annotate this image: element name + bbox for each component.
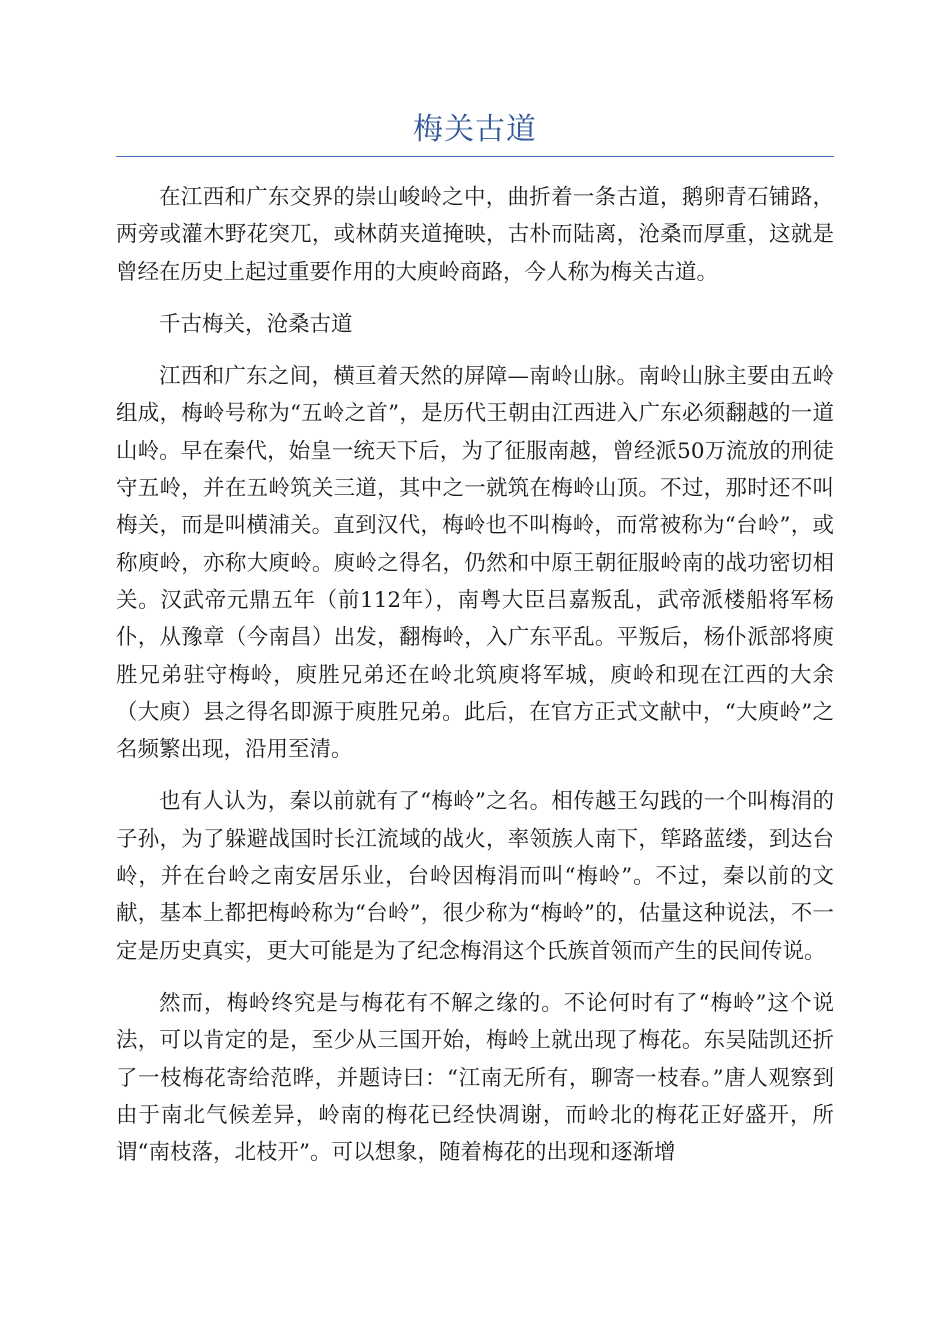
paragraph-intro: 在江西和广东交界的崇山峻岭之中，曲折着一条古道，鹅卵青石铺路，两旁或灌木野花突兀，或林荫夹道掩映，古朴而陆离，沧桑而厚重，这就是曾经在历史上起过重要作用的大庾岭商路，今人称为梅关古道。 xyxy=(116,185,834,285)
section-heading: 千古梅关，沧桑古道 xyxy=(159,311,353,337)
paragraph-history: 江西和广东之间，横亘着天然的屏障—南岭山脉。南岭山脉主要由五岭组成，梅岭号称为“五岭之首”，是历代王朝由江西进入广东必须翻越的一道山岭。早在秦代，始皇一统天下后，为了征服南越，曾经派50万流放的刑徒守五岭，并在五岭筑关三道，其中之一就筑在梅岭山顶。不过，那时还不叫梅关，而是叫横浦关。直到汉代，梅岭也不叫梅岭，而常被称为“台岭”，或称庾岭，亦称大庾岭。庾岭之得名，仍然和中原王朝征服岭南的战功密切相关。汉武帝元鼎五年（前112年），南粤大臣吕嘉叛乱，武帝派楼船将军杨仆，从豫章（今南昌）出发，翻梅岭，入广东平乱。平叛后，杨仆派部将庾胜兄弟驻守梅岭，庾胜兄弟还在岭北筑庾将军城，庾岭和现在江西的大余（大庾）县之得名即源于庾胜兄弟。此后，在官方正式文献中，“大庾岭”之名频繁出现，沿用至清。 xyxy=(116,364,834,763)
document-title: 梅关古道 xyxy=(116,110,834,157)
paragraph-plum-blossom: 然而，梅岭终究是与梅花有不解之缘的。不论何时有了“梅岭”这个说法，可以肯定的是，至少从三国开始，梅岭上就出现了梅花。东吴陆凯还折了一枝梅花寄给范晔，并题诗曰：“江南无所有，聊寄一枝春。”唐人观察到由于南北气候差异，岭南的梅花已经快凋谢，而岭北的梅花正好盛开，所谓“南枝落，北枝开”。可以想象，随着梅花的出现和逐渐增 xyxy=(116,990,834,1166)
document-body xyxy=(116,179,834,1171)
paragraph-legend: 也有人认为，秦以前就有了“梅岭”之名。相传越王勾践的一个叫梅涓的子孙，为了躲避战国时长江流域的战火，率领族人南下，筚路蓝缕，到达台岭，并在台岭之南安居乐业，台岭因梅涓而叫“梅岭”。不过，秦以前的文献，基本上都把梅岭称为“台岭”，很少称为“梅岭”的，估量这种说法，不一定是历史真实，更大可能是为了纪念梅涓这个氏族首领而产生的民间传说。 xyxy=(116,789,834,964)
document-page xyxy=(116,110,834,1186)
